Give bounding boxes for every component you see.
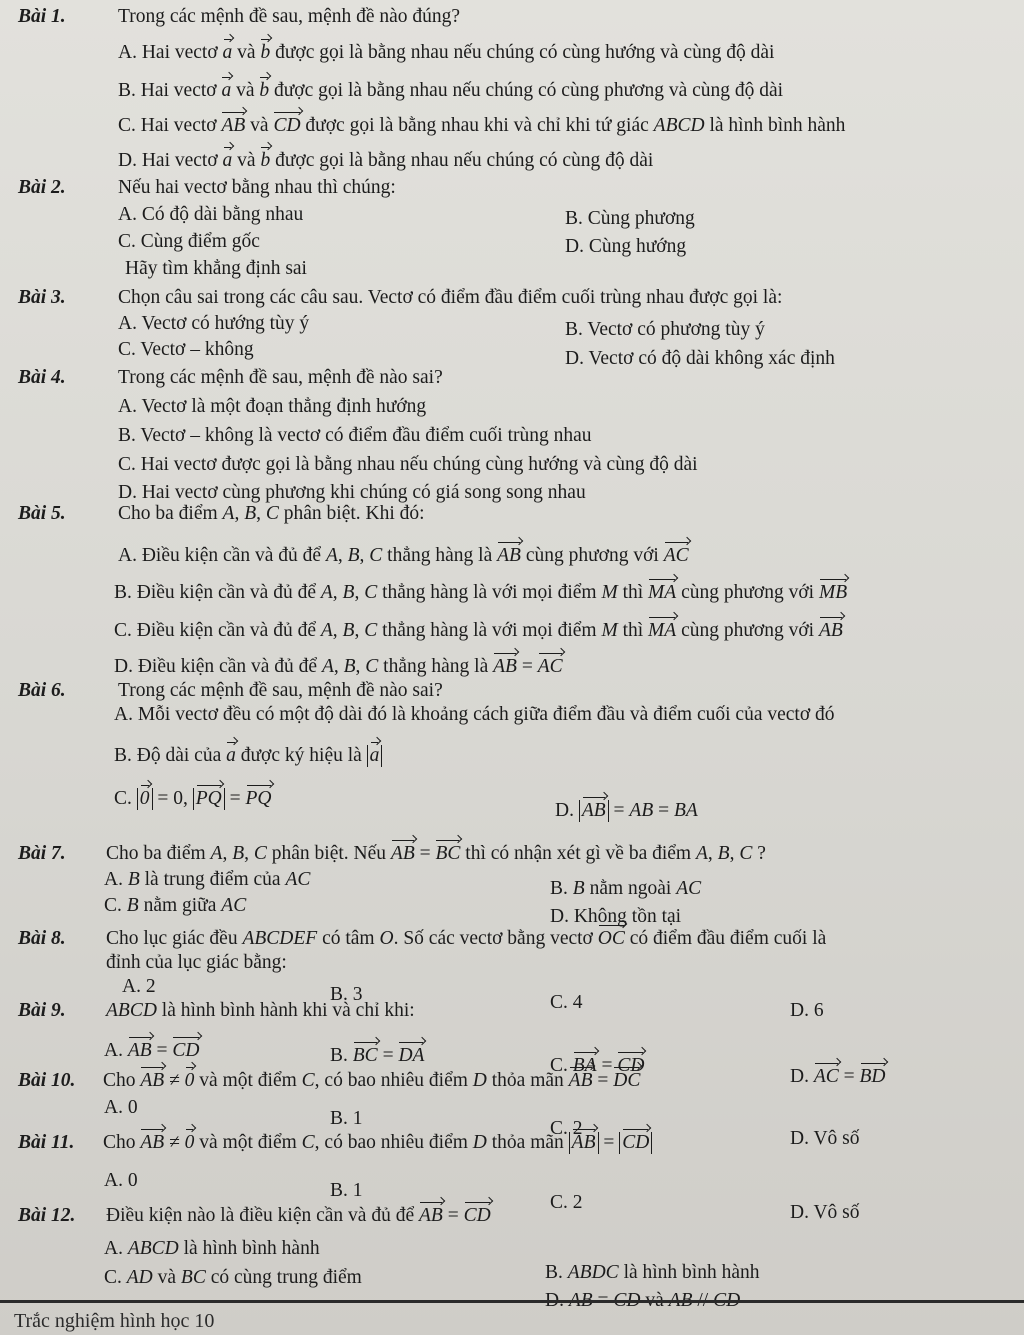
option-7c: C. B nằm giữa AC bbox=[104, 895, 247, 916]
question-number: Bài 7. bbox=[18, 843, 66, 864]
option-4d: D. Hai vectơ cùng phương khi chúng có giá song song nhau bbox=[118, 482, 586, 503]
question-8-continued: đỉnh của lục giác bằng: bbox=[106, 952, 287, 973]
option-6d: D. AB = AB = BA bbox=[555, 800, 698, 821]
question-number: Bài 3. bbox=[18, 287, 66, 308]
question-number: Bài 5. bbox=[18, 503, 66, 524]
option-6b: B. Độ dài của a được ký hiệu là a bbox=[114, 745, 382, 767]
option-12b: B. ABDC là hình bình hành bbox=[545, 1262, 760, 1283]
option-1b: B. Hai vectơ a và b được gọi là bằng nhau nếu chúng có cùng phương và cùng độ dài bbox=[118, 80, 784, 101]
option-2a: A. Có độ dài bằng nhau bbox=[118, 204, 304, 225]
question-1 bbox=[18, 6, 460, 28]
question-5: Bài 5. Cho ba điểm A, B, C phân biệt. Khi đó: bbox=[18, 503, 425, 524]
option-9b: B. BC = DA bbox=[330, 1045, 425, 1066]
option-2d: D. Cùng hướng bbox=[565, 236, 687, 257]
option-10a: A. 0 bbox=[104, 1097, 138, 1118]
question-11: Bài 11. Cho AB ≠ 0 và một điểm C, có bao nhiêu điểm D thỏa mãn AB = CD bbox=[18, 1132, 652, 1154]
option-10b: B. 1 bbox=[330, 1108, 363, 1129]
question-note: Hãy tìm khẳng định sai bbox=[125, 258, 307, 279]
option-5d: D. Điều kiện cần và đủ để A, B, C thẳng hàng là AB = AC bbox=[114, 656, 563, 677]
question-12: Bài 12. Điều kiện nào là điều kiện cần và đủ để AB = CD bbox=[18, 1205, 491, 1226]
option-4c: C. Hai vectơ được gọi là bằng nhau nếu chúng cùng hướng và cùng độ dài bbox=[118, 454, 698, 475]
question-stem: Trong các mệnh đề sau, mệnh đề nào đúng? bbox=[118, 6, 461, 27]
option-1c: C. Hai vectơ AB và CD được gọi là bằng nhau khi và chỉ khi tứ giác ABCD là hình bình hành bbox=[118, 115, 846, 136]
question-stem: Trong các mệnh đề sau, mệnh đề nào sai? bbox=[118, 367, 443, 388]
option-6a: A. Mỗi vectơ đều có một độ dài đó là khoảng cách giữa điểm đầu và điểm cuối của vectơ đó bbox=[114, 704, 835, 725]
question-number: Bài 10. bbox=[18, 1070, 76, 1091]
option-9d: D. AC = BD bbox=[790, 1066, 886, 1087]
option-9c: C. BA = CD bbox=[550, 1055, 645, 1076]
footer-divider bbox=[0, 1300, 1024, 1303]
option-3c: C. Vectơ – không bbox=[118, 339, 254, 360]
option-8b: B. 3 bbox=[330, 984, 363, 1005]
option-5c: C. Điều kiện cần và đủ để A, B, C thẳng hàng là với mọi điểm M thì MA cùng phương với AB bbox=[114, 620, 843, 641]
option-10d: D. Vô số bbox=[790, 1128, 860, 1149]
question-9: Bài 9. ABCD là hình bình hành khi và chỉ khi: bbox=[18, 1000, 415, 1021]
option-5b: B. Điều kiện cần và đủ để A, B, C thẳng hàng là với mọi điểm M thì MA cùng phương với MB bbox=[114, 582, 848, 603]
question-2 bbox=[18, 177, 396, 199]
option-8c: C. 4 bbox=[550, 992, 583, 1013]
question-number: Bài 11. bbox=[18, 1132, 75, 1153]
question-7: Bài 7. Cho ba điểm A, B, C phân biệt. Nếu AB = BC thì có nhận xét gì về ba điểm A, B, C ? bbox=[18, 843, 766, 864]
option-3b: B. Vectơ có phương tùy ý bbox=[565, 319, 765, 340]
question-10: Bài 10. Cho AB ≠ 0 và một điểm C, có bao nhiêu điểm D thỏa mãn AB = DC bbox=[18, 1070, 641, 1091]
question-number: Bài 2. bbox=[18, 177, 66, 198]
option-10c: C. 2 bbox=[550, 1118, 583, 1139]
question-number: Bài 6. bbox=[18, 680, 66, 701]
option-11c: C. 2 bbox=[550, 1192, 583, 1213]
question-stem: Trong các mệnh đề sau, mệnh đề nào sai? bbox=[118, 680, 443, 701]
question-number: Bài 8. bbox=[18, 928, 66, 949]
option-11a: A. 0 bbox=[104, 1170, 138, 1191]
option-4a: A. Vectơ là một đoạn thẳng định hướng bbox=[118, 396, 427, 417]
option-4b: B. Vectơ – không là vectơ có điểm đầu điểm cuối trùng nhau bbox=[118, 425, 592, 446]
option-2b: B. Cùng phương bbox=[565, 208, 695, 229]
option-12d: D. AB = CD và AB // CD bbox=[545, 1290, 741, 1311]
option-11b: B. 1 bbox=[330, 1180, 363, 1201]
option-7a: A. B là trung điểm của AC bbox=[104, 869, 311, 890]
option-9a: A. AB = CD bbox=[104, 1040, 200, 1061]
question-stem: Nếu hai vectơ bằng nhau thì chúng: bbox=[118, 177, 396, 198]
question-number: Bài 12. bbox=[18, 1205, 76, 1226]
question-6 bbox=[18, 680, 443, 702]
option-12a: A. ABCD là hình bình hành bbox=[104, 1238, 320, 1259]
question-number: Bài 9. bbox=[18, 1000, 66, 1021]
option-5a: A. Điều kiện cần và đủ để A, B, C thẳng hàng là AB cùng phương với AC bbox=[118, 545, 689, 566]
option-2c: C. Cùng điểm gốc bbox=[118, 231, 260, 252]
option-7b: B. B nằm ngoài AC bbox=[550, 878, 702, 899]
option-8a: A. 2 bbox=[122, 976, 156, 997]
option-1d: D. Hai vectơ a và b được gọi là bằng nhau nếu chúng có cùng độ dài bbox=[118, 150, 654, 171]
option-1a: A. Hai vectơ a và b được gọi là bằng nhau nếu chúng có cùng hướng và cùng độ dài bbox=[118, 42, 775, 63]
question-4 bbox=[18, 367, 443, 389]
question-stem: Chọn câu sai trong các câu sau. Vectơ có điểm đầu điểm cuối trùng nhau được gọi là: bbox=[118, 287, 783, 308]
option-12c: C. AD và BC có cùng trung điểm bbox=[104, 1267, 362, 1288]
question-number: Bài 1. bbox=[18, 6, 66, 27]
option-3d: D. Vectơ có độ dài không xác định bbox=[565, 348, 835, 369]
option-11d: D. Vô số bbox=[790, 1202, 860, 1223]
option-7d: D. Không tồn tại bbox=[550, 906, 682, 927]
option-3a: A. Vectơ có hướng tùy ý bbox=[118, 313, 310, 334]
option-8d: D. 6 bbox=[790, 1000, 824, 1021]
question-8: Bài 8. Cho lục giác đều ABCDEF có tâm O. Số các vectơ bằng vectơ OC có điểm đầu điểm cuối là bbox=[18, 928, 827, 949]
footer-title: Trắc nghiệm hình học 10 bbox=[14, 1310, 215, 1332]
option-6c: C. 0 = 0, PQ = PQ bbox=[114, 788, 272, 809]
question-number: Bài 4. bbox=[18, 367, 66, 388]
question-3 bbox=[18, 287, 782, 309]
